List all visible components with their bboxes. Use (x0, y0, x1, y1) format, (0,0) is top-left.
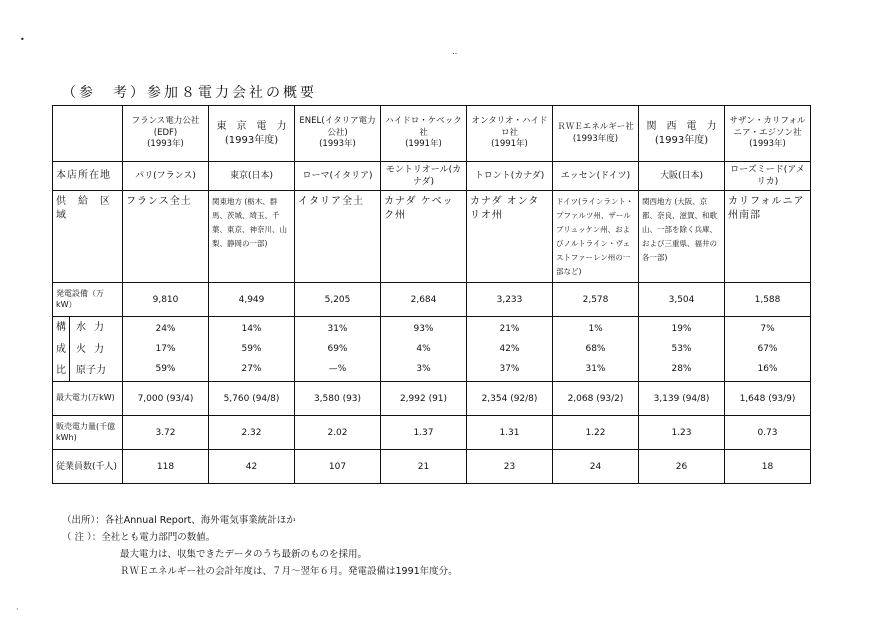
composition-item-nuclear: 原子力 (76, 364, 106, 376)
sales-cell: 3.72 (123, 416, 209, 450)
scan-speck: • (20, 35, 25, 44)
hq-cell: ローズミード(アメリカ) (725, 162, 811, 191)
hq-row (53, 162, 811, 191)
company-header: ＲＷＥエネルギー社 (1993年度) (553, 106, 639, 162)
composition-cell: 21% 42% 37% (467, 317, 553, 382)
hq-cell: エッセン(ドイツ) (553, 162, 639, 191)
company-header: オンタリオ・ハイドロ社 (1991年) (467, 106, 553, 162)
row-label-area: 供 給 区 域 (53, 191, 123, 283)
company-overview-table (52, 105, 811, 484)
area-cell: 関東地方 (栃木、群馬、茨城、埼玉、千葉、東京、神奈川、山梨、静岡の一部) (209, 191, 295, 283)
area-cell: カナダ オンタリオ州 (467, 191, 553, 283)
composition-side-label: 構 成 比 (53, 317, 70, 381)
area-row (53, 191, 811, 283)
hq-cell: モントリオール(カナダ) (381, 162, 467, 191)
scan-speck: · (16, 605, 19, 614)
hq-cell: 大阪(日本) (639, 162, 725, 191)
company-header: 東 京 電 力 (1993年度) (209, 106, 295, 162)
row-label-hq: 本店所在地 (53, 162, 123, 191)
composition-cell: 93% 4% 3% (381, 317, 467, 382)
company-header: ENEL(イタリア電力公社) (1993年) (295, 106, 381, 162)
employees-row (53, 450, 811, 484)
capacity-cell: 2,578 (553, 283, 639, 317)
sales-cell: 1.37 (381, 416, 467, 450)
sales-cell: 1.23 (639, 416, 725, 450)
area-cell: カナダ ケベック州 (381, 191, 467, 283)
employees-cell: 42 (209, 450, 295, 484)
hq-cell: トロント(カナダ) (467, 162, 553, 191)
company-header: フランス電力公社(EDF) (1993年) (123, 106, 209, 162)
company-header: サザン・カリフォルニア・エジソン社 (1993年) (725, 106, 811, 162)
peak-cell: 5,760 (94/8) (209, 382, 295, 416)
peak-row (53, 382, 811, 416)
peak-cell: 2,992 (91) (381, 382, 467, 416)
capacity-cell: 1,588 (725, 283, 811, 317)
employees-cell: 118 (123, 450, 209, 484)
sales-cell: 0.73 (725, 416, 811, 450)
capacity-row (53, 283, 811, 317)
composition-cell: 1% 68% 31% (553, 317, 639, 382)
scan-speck: ‥ (452, 47, 458, 56)
composition-item-thermal: 火力 (76, 343, 112, 355)
footnote-source: （出所）：各社Annual Report、海外電気事業統計ほか (62, 515, 296, 526)
peak-cell: 3,580 (93) (295, 382, 381, 416)
composition-cell: 24% 17% 59% (123, 317, 209, 382)
capacity-cell: 3,504 (639, 283, 725, 317)
sales-cell: 1.31 (467, 416, 553, 450)
peak-cell: 2,068 (93/2) (553, 382, 639, 416)
footnotes (62, 512, 458, 580)
sales-cell: 1.22 (553, 416, 639, 450)
capacity-cell: 5,205 (295, 283, 381, 317)
area-cell: 関西地方 (大阪、京都、奈良、滋賀、和歌山、一部を除く兵庫、および三重県、福井の各一部) (639, 191, 725, 283)
header-corner (53, 106, 123, 162)
composition-cell: 19% 53% 28% (639, 317, 725, 382)
employees-cell: 26 (639, 450, 725, 484)
employees-cell: 107 (295, 450, 381, 484)
employees-cell: 24 (553, 450, 639, 484)
footnote-note-1: （ 注 ）：全社とも電力部門の数値。 (62, 532, 216, 543)
row-label-capacity: 発電設備（万kW） (53, 283, 123, 317)
row-label-peak: 最大電力(万kW) (53, 382, 123, 416)
employees-cell: 18 (725, 450, 811, 484)
area-cell: イタリア全土 (295, 191, 381, 283)
row-label-employees: 従業員数(千人) (53, 450, 123, 484)
row-label-composition (53, 317, 123, 382)
composition-cell: 7% 67% 16% (725, 317, 811, 382)
sales-cell: 2.32 (209, 416, 295, 450)
sales-row (53, 416, 811, 450)
peak-cell: 2,354 (92/8) (467, 382, 553, 416)
area-cell: カリフォルニア州南部 (725, 191, 811, 283)
area-cell: ドイツ(ラインラント・プファルツ州、ザールブリュッケン州、およびノルトライン・ヴェストファーレン州の一部など) (553, 191, 639, 283)
employees-cell: 23 (467, 450, 553, 484)
composition-cell: 31% 69% —% (295, 317, 381, 382)
composition-cell: 14% 59% 27% (209, 317, 295, 382)
composition-item-labels (70, 317, 122, 381)
hq-cell: 東京(日本) (209, 162, 295, 191)
capacity-cell: 9,810 (123, 283, 209, 317)
hq-cell: ローマ(イタリア) (295, 162, 381, 191)
company-header: ハイドロ・ケベック社 (1991年) (381, 106, 467, 162)
peak-cell: 3,139 (94/8) (639, 382, 725, 416)
composition-row (53, 317, 811, 382)
row-label-sales: 販売電力量(千億kWh) (53, 416, 123, 450)
hq-cell: パリ(フランス) (123, 162, 209, 191)
sales-cell: 2.02 (295, 416, 381, 450)
header-row (53, 106, 811, 162)
peak-cell: 1,648 (93/9) (725, 382, 811, 416)
page-title: （参 考）参加８電力会社の概要 (62, 85, 317, 101)
footnote-note-2: 最大電力は、収集できたデータのうち最新のものを採用。 (120, 549, 368, 560)
area-cell: フランス全土 (123, 191, 209, 283)
capacity-cell: 3,233 (467, 283, 553, 317)
peak-cell: 7,000 (93/4) (123, 382, 209, 416)
company-header: 関 西 電 力 (1993年度) (639, 106, 725, 162)
employees-cell: 21 (381, 450, 467, 484)
capacity-cell: 4,949 (209, 283, 295, 317)
composition-item-hydro: 水力 (76, 322, 112, 334)
capacity-cell: 2,684 (381, 283, 467, 317)
footnote-note-3: ＲＷＥエネルギー社の会計年度は、７月～翌年６月。発電設備は1991年度分。 (120, 566, 458, 577)
